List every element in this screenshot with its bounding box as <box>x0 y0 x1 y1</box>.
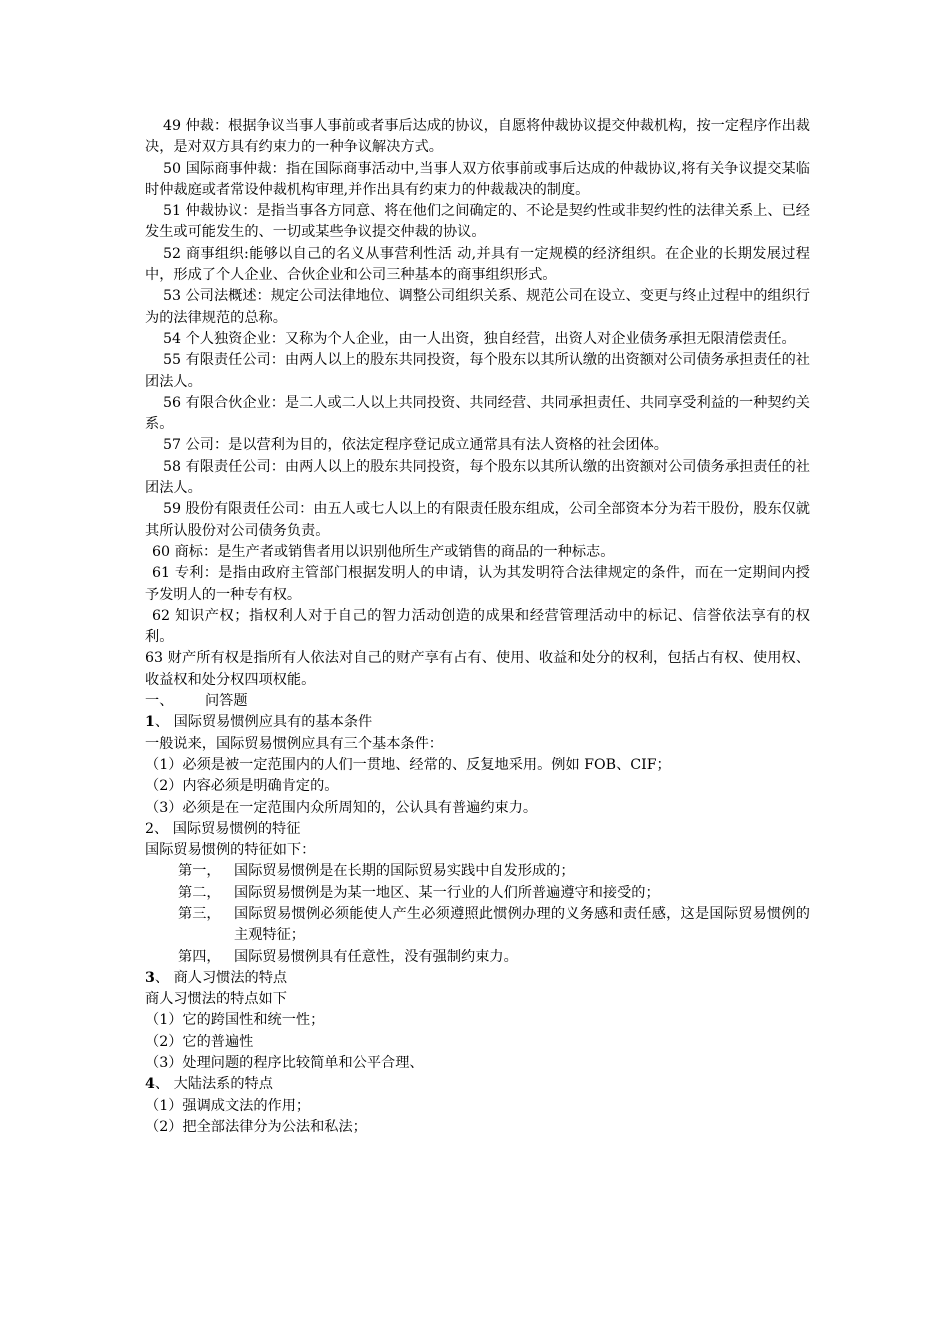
question-1-item: （1）必须是被一定范围内的人们一贯地、经常的、反复地采用。例如 FOB、CIF； <box>145 756 671 773</box>
definition-63 <box>145 648 810 691</box>
definition-text: 国际商事仲裁：指在国际商事活动中,当事人双方依事前或事后达成的仲裁协议,将有关争议提交某临时仲裁庭或者常设仲裁机构审理,并作出具有约束力的仲裁裁决的制度。 <box>145 160 810 198</box>
definition-59 <box>145 499 810 542</box>
question-number: 3 <box>145 969 155 986</box>
definition-text: 有限责任公司：由两人以上的股东共同投资，每个股东以其所认缴的出资额对公司债务承担责任的社团法人。 <box>145 352 810 390</box>
item-label: 第四， <box>178 948 221 965</box>
question-number: 1 <box>145 714 155 731</box>
definition-number: 58 <box>163 458 182 475</box>
definition-text: 商事组织:能够以自己的名义从事营利性活 动,并具有一定规模的经济组织。在企业的长期发展过程中，形成了个人企业、合伙企业和公司三种基本的商事组织形式。 <box>145 245 810 284</box>
question-3-heading <box>145 968 810 989</box>
question-4-item: （1）强调成文法的作用； <box>145 1097 311 1114</box>
definition-text: 仲裁协议：是指当事各方同意、将在他们之间确定的、不论是契约性或非契约性的法律关系上、已经发生或可能发生的、一切或某些争议提交仲裁的协议。 <box>145 203 810 241</box>
question-2-intro: 国际贸易惯例的特征如下： <box>145 842 316 859</box>
question-number: 4 <box>145 1076 155 1093</box>
definition-49 <box>145 116 810 159</box>
definition-text: 股份有限责任公司：由五人或七人以上的有限责任股东组成，公司全部资本分为若干股份，股东仅就其所认股份对公司债务负责。 <box>145 501 810 539</box>
definition-number: 52 <box>163 245 182 262</box>
question-1-intro: 一般说来，国际贸易惯例应具有三个基本条件： <box>145 735 443 752</box>
question-2-heading <box>145 819 810 840</box>
question-3-item: （3）处理问题的程序比较简单和公平合理、 <box>145 1055 424 1072</box>
definition-text: 有限责任公司：由两人以上的股东共同投资，每个股东以其所认缴的出资额对公司债务承担责任的社团法人。 <box>145 458 810 497</box>
question-number: 2 <box>145 820 155 837</box>
question-2-item <box>178 904 810 947</box>
definition-number: 62 <box>152 607 171 624</box>
definition-57 <box>145 435 810 456</box>
item-label: 第三， <box>178 905 221 922</box>
question-2-item <box>178 861 810 882</box>
definition-text: 知识产权；指权利人对于自己的智力活动创造的成果和经营管理活动中的标记、信誉依法享有的权利。 <box>145 607 810 646</box>
definition-number: 61 <box>152 565 171 582</box>
question-title: 、 商人习惯法的特点 <box>154 969 288 986</box>
question-title: 、 大陆法系的特点 <box>154 1076 273 1093</box>
definition-text: 财产所有权是指所有人依法对自己的财产享有占有、使用、收益和处分的权利，包括占有权、使用权、收益权和处分权四项权能。 <box>145 650 810 688</box>
question-4-item: （2）把全部法律分为公法和私法； <box>145 1118 367 1135</box>
question-2-item <box>178 947 810 968</box>
definition-58 <box>145 457 810 500</box>
definition-60 <box>145 542 810 563</box>
definition-text: 公司法概述：规定公司法律地位、调整公司组织关系、规范公司在设立、变更与终止过程中的组织行为的法律规范的总称。 <box>145 288 810 326</box>
definition-text: 个人独资企业：又称为个人企业，由一人出资，独自经营，出资人对企业债务承担无限清偿责任。 <box>185 330 796 347</box>
definition-text: 专利：是指由政府主管部门根据发明人的申请，认为其发明符合法律规定的条件，而在一定期间内授予发明人的一种专有权。 <box>145 565 810 603</box>
definition-50 <box>145 159 810 202</box>
definition-text: 仲裁：根据争议当事人事前或者事后达成的协议，自愿将仲裁协议提交仲裁机构，按一定程序作出裁决，是对双方具有约束力的一种争议解决方式。 <box>145 118 810 156</box>
question-3-item: （1）它的跨国性和统一性； <box>145 1012 325 1029</box>
section-heading <box>145 691 810 712</box>
definition-number: 63 <box>145 650 164 667</box>
definition-number: 53 <box>163 288 182 305</box>
item-text: 国际贸易惯例具有任意性，没有强制约束力。 <box>234 948 518 965</box>
item-text: 国际贸易惯例是为某一地区、某一行业的人们所普遍遵守和接受的； <box>234 884 660 901</box>
question-1-item: （3）必须是在一定范围内众所周知的，公认具有普遍约束力。 <box>145 799 538 816</box>
question-1-heading <box>145 712 810 733</box>
item-label: 第二， <box>178 884 221 901</box>
question-title: 、 国际贸易惯例应具有的基本条件 <box>154 714 373 731</box>
definition-53 <box>145 286 810 329</box>
definition-number: 50 <box>163 160 182 177</box>
section-title: 问答题 <box>204 693 248 710</box>
definition-number: 60 <box>152 543 171 560</box>
definition-51 <box>145 201 810 244</box>
definition-text: 有限合伙企业：是二人或二人以上共同投资、共同经营、共同承担责任、共同享受利益的一种契约关系。 <box>145 394 810 433</box>
question-3-item: （2）它的普遍性 <box>145 1033 254 1050</box>
definition-61 <box>145 563 810 606</box>
definition-number: 57 <box>163 437 182 454</box>
definition-number: 51 <box>163 203 182 220</box>
item-text: 国际贸易惯例是在长期的国际贸易实践中自发形成的； <box>234 863 575 880</box>
section-label: 一、 <box>145 693 174 710</box>
question-3-intro: 商人习惯法的特点如下 <box>145 991 287 1008</box>
definition-number: 55 <box>163 352 182 369</box>
definition-number: 56 <box>163 394 182 411</box>
question-2-item <box>178 883 810 904</box>
definition-number: 54 <box>163 330 182 347</box>
definition-54 <box>145 329 810 350</box>
question-4-heading <box>145 1074 810 1095</box>
definition-number: 59 <box>163 501 182 518</box>
definition-number: 49 <box>163 118 182 134</box>
definition-text: 商标：是生产者或销售者用以识别他所生产或销售的商品的一种标志。 <box>174 543 615 560</box>
definition-55 <box>145 350 810 393</box>
item-text: 国际贸易惯例必须能使人产生必须遵照此惯例办理的义务感和责任感，这是国际贸易惯例的主观特征； <box>234 905 810 944</box>
definition-56 <box>145 393 810 436</box>
question-title: 、 国际贸易惯例的特征 <box>154 820 301 837</box>
definition-62 <box>145 606 810 649</box>
question-1-item: （2）内容必须是明确肯定的。 <box>145 778 339 795</box>
item-label: 第一， <box>178 863 221 880</box>
document-page <box>145 116 810 1138</box>
definition-text: 公司：是以营利为目的，依法定程序登记成立通常具有法人资格的社会团体。 <box>185 437 668 454</box>
definitions-list <box>145 116 810 691</box>
definition-52 <box>145 244 810 287</box>
